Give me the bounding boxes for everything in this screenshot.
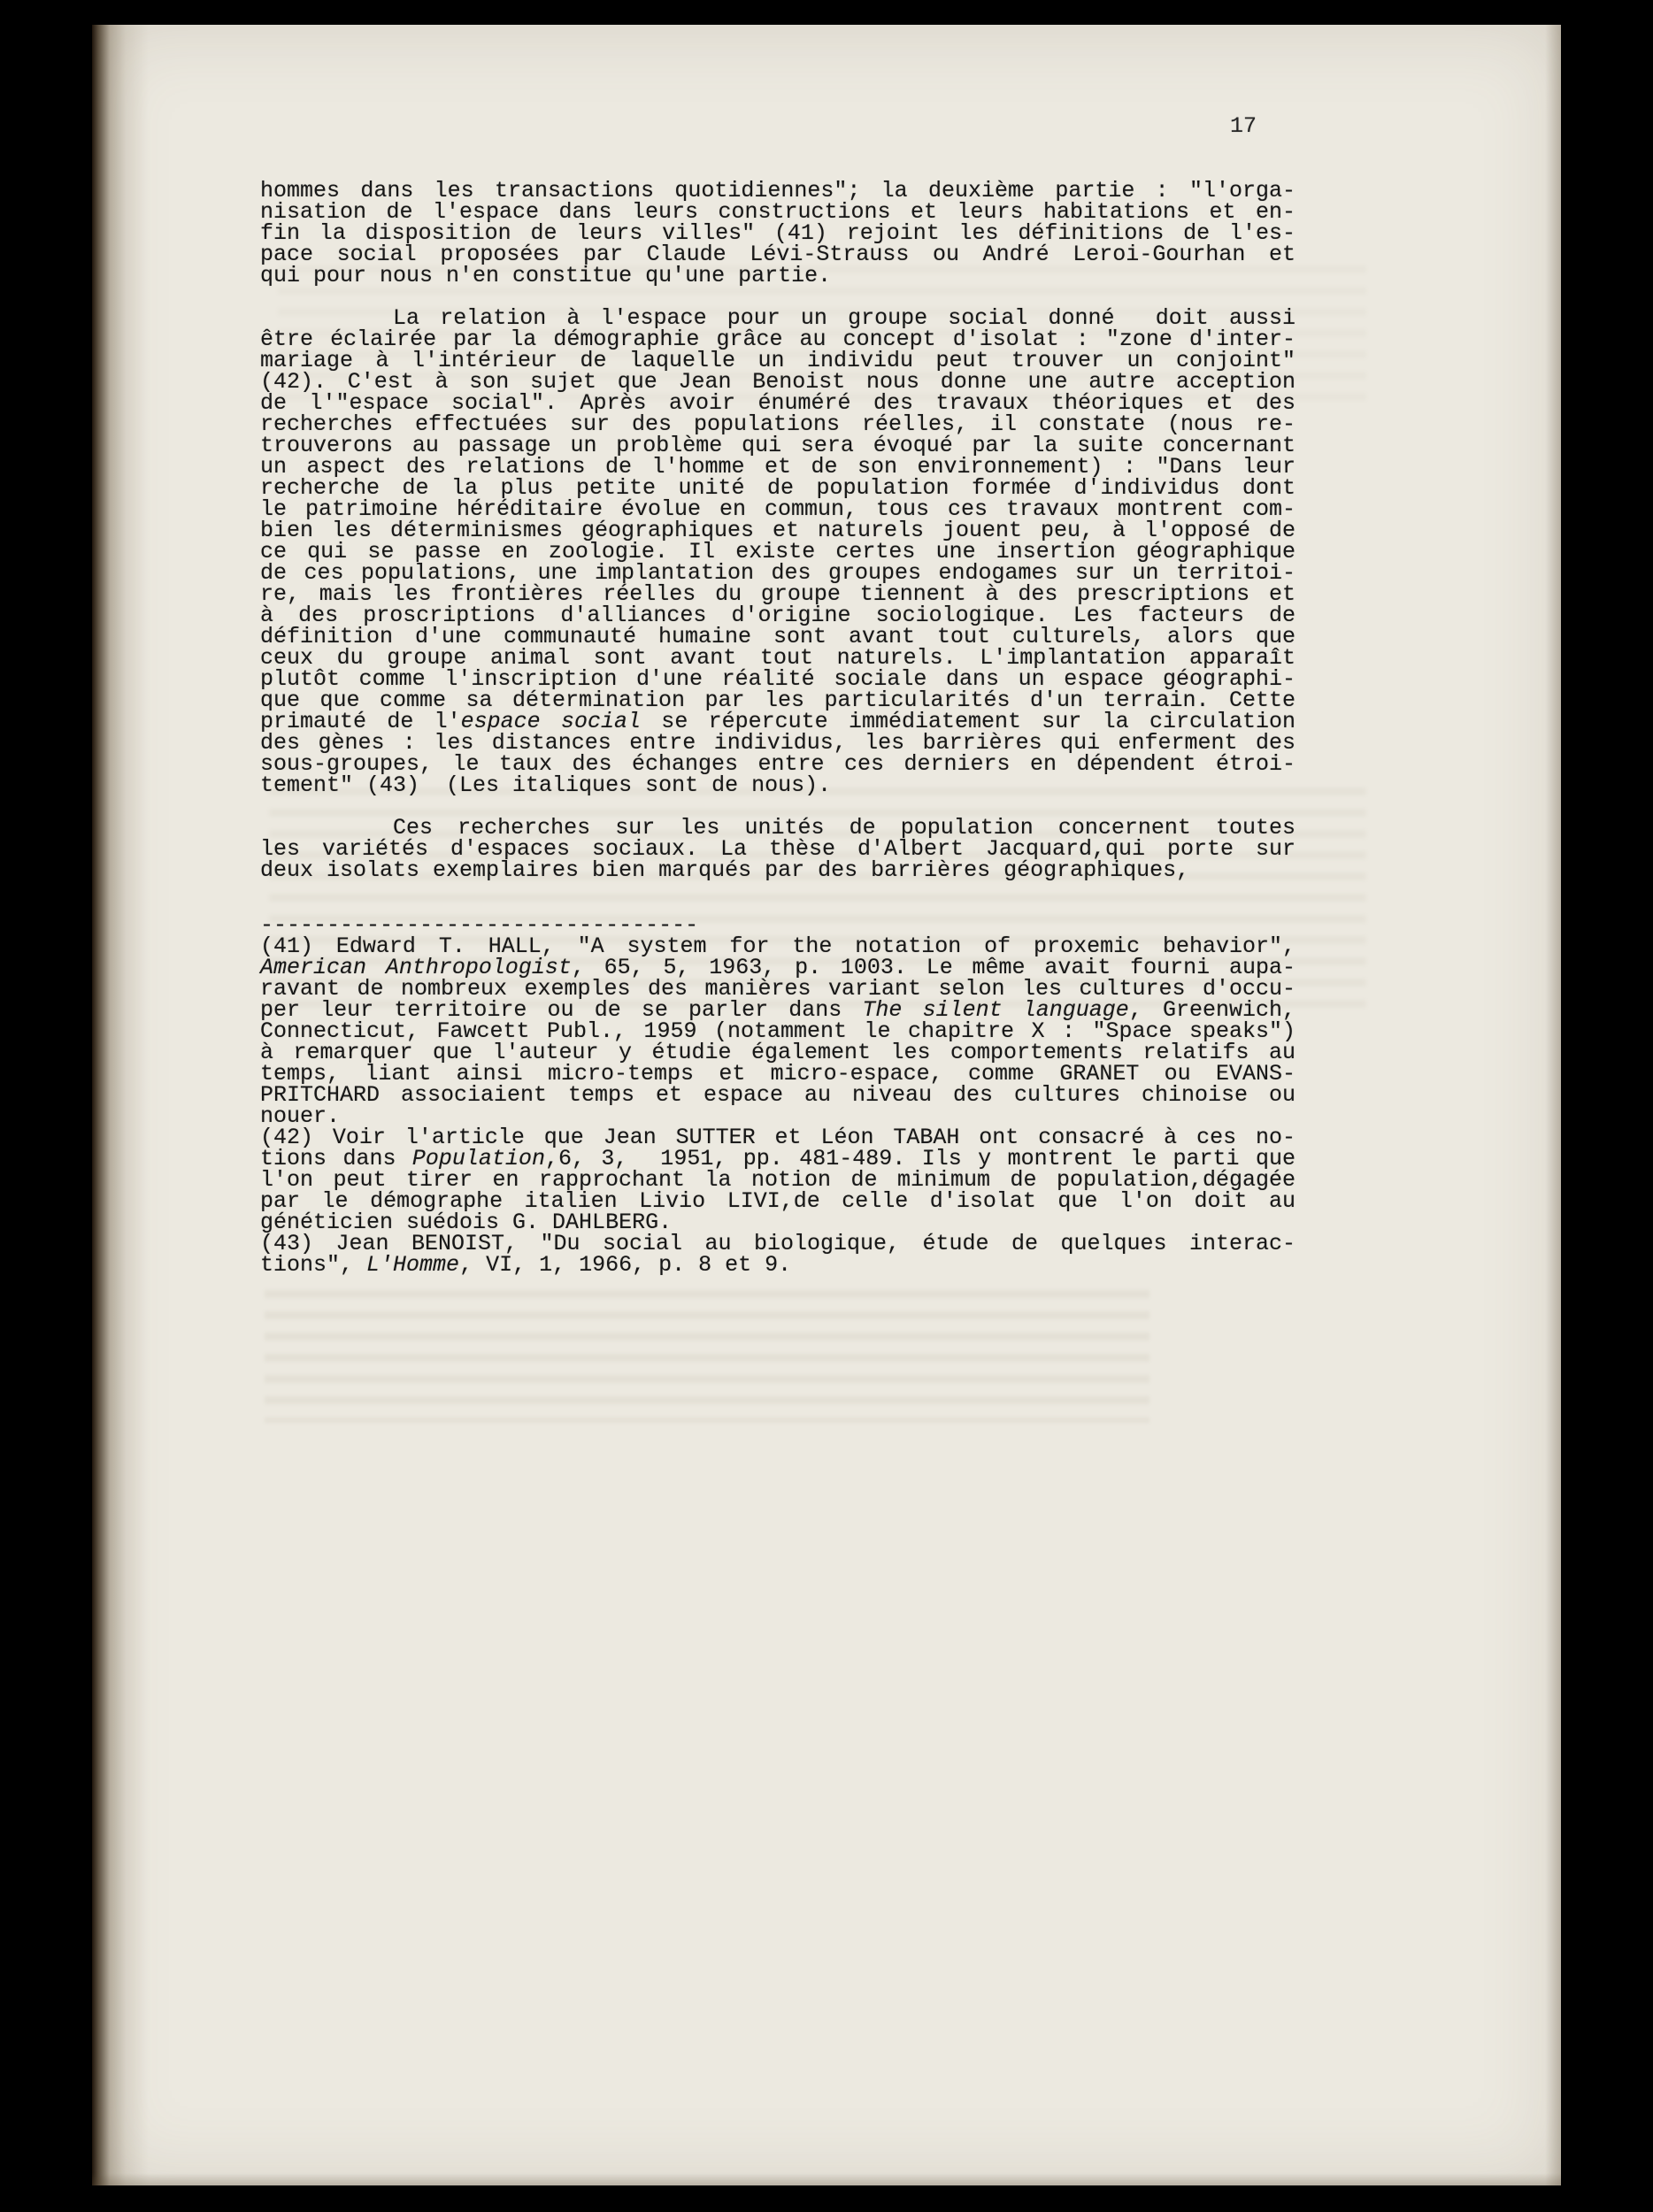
text-line: nouer.: [260, 1103, 341, 1129]
italic-text: L'Homme: [366, 1252, 460, 1278]
text-line: sous-groupes, le taux des échanges entre ces derniers en dépendent étroi-: [260, 751, 1295, 777]
text-line: tions", L'Homme, VI, 1, 1966, p. 8 et 9.: [260, 1252, 792, 1278]
text-line: le patrimoine héréditaire évolue en commun, tous ces travaux montrent com-: [260, 496, 1295, 522]
text-line: fin la disposition de leurs villes" (41) rejoint les définitions de l'es-: [260, 220, 1295, 246]
footnotes: [260, 933, 1296, 1278]
text-line: les variétés d'espaces sociaux. La thèse d'Albert Jacquard,qui porte sur: [260, 836, 1295, 862]
page-bottom-edge-shadow: [92, 2173, 1561, 2185]
text-line: à remarquer que l'auteur y étudie également les comportements relatifs au: [260, 1040, 1295, 1065]
italic-text: Population: [411, 1146, 545, 1171]
text-line: un aspect des relations de l'homme et de son environnement) : "Dans leur: [260, 454, 1295, 480]
text-line: définition d'une communauté humaine sont avant tout culturels, alors que: [260, 624, 1295, 649]
text-line: l'on peut tirer en rapprochant la notion de minimum de population,dégagée: [260, 1167, 1295, 1193]
footnote: [260, 1127, 1295, 1233]
text-line: des gènes : les distances entre individus, les barrières qui enferment des: [260, 730, 1295, 756]
italic-text: The silent language: [862, 997, 1129, 1023]
italic-text: American Anthropologist: [260, 955, 572, 980]
text-line: généticien suédois G. DAHLBERG.: [260, 1210, 673, 1235]
text-line: hommes dans les transactions quotidiennes"; la deuxième partie : "l'orga-: [260, 178, 1295, 204]
text-line: ravant de nombreux exemples des manières variant selon les cultures d'occu-: [260, 976, 1295, 1002]
paragraph: [260, 180, 1295, 287]
text-line: per leur territoire ou de se parler dans The silent language, Greenwich,: [260, 997, 1296, 1023]
text-line: à des proscriptions d'alliances d'origine sociologique. Les facteurs de: [260, 603, 1295, 628]
text-line: (41) Edward T. HALL, "A system for the notation of proxemic behavior",: [260, 933, 1295, 959]
text-line: tement" (43) (Les italiques sont de nous).: [260, 772, 832, 798]
text-line: ce qui se passe en zoologie. Il existe certes une insertion géographique: [260, 539, 1295, 565]
text-line: pace social proposées par Claude Lévi-Strauss ou André Leroi-Gourhan et: [260, 242, 1295, 267]
text-line: nisation de l'espace dans leurs constructions et leurs habitations et en-: [260, 199, 1295, 225]
document-page: [92, 25, 1561, 2185]
text-line: re, mais les frontières réelles du groupe tiennent à des prescriptions et: [260, 581, 1295, 607]
text-line: que que comme sa détermination par les particularités d'un terrain. Cette: [260, 687, 1295, 713]
text-line: La relation à l'espace pour un groupe social donné doit aussi: [393, 305, 1295, 331]
text-line: par le démographe italien Livio LIVI,de celle d'isolat que l'on doit au: [260, 1188, 1295, 1214]
text-line: ceux du groupe animal sont avant tout naturels. L'implantation apparaît: [260, 645, 1295, 671]
text-line: plutôt comme l'inscription d'une réalité sociale dans un espace géographi-: [260, 666, 1295, 692]
text-line: Connecticut, Fawcett Publ., 1959 (notamment le chapitre X : "Space speaks"): [260, 1018, 1295, 1044]
text-line: primauté de l'espace social se répercute immédiatement sur la circulation: [260, 709, 1295, 734]
text-line: (42). C'est à son sujet que Jean Benoist nous donne une autre acception: [260, 369, 1295, 395]
page-number: 17: [1230, 113, 1257, 139]
paragraphs: [260, 180, 1295, 881]
footnote: [260, 933, 1296, 1129]
bleed-through-text: [265, 1290, 1149, 1423]
text-line: de l'"espace social". Après avoir énuméré des travaux théoriques et des: [260, 390, 1295, 416]
text-line: de ces populations, une implantation des groupes endogames sur un territoi-: [260, 560, 1295, 586]
footnote: [260, 1233, 1295, 1276]
text-line: recherches effectuées sur des populations réelles, il constate (nous re-: [260, 411, 1295, 437]
text-line: Ces recherches sur les unités de population concernent toutes: [393, 815, 1295, 841]
text-line: recherche de la plus petite unité de population formée d'individus dont: [260, 475, 1295, 501]
text-line: qui pour nous n'en constitue qu'une partie.: [260, 263, 832, 288]
text-line: tions dans Population,6, 3, 1951, pp. 481-489. Ils y montrent le parti que: [260, 1146, 1295, 1171]
footnote-separator: ---------------------------------: [260, 912, 699, 938]
text-line: PRITCHARD associaient temps et espace au niveau des cultures chinoise ou: [260, 1082, 1295, 1108]
paragraph: [260, 815, 1295, 883]
text-line: trouverons au passage un problème qui sera évoqué par la suite concernant: [260, 433, 1295, 458]
text-line: American Anthropologist, 65, 5, 1963, p. 1003. Le même avait fourni aupa-: [260, 955, 1295, 980]
text-line: mariage à l'intérieur de laquelle un individu peut trouver un conjoint": [260, 348, 1295, 373]
text-line: (42) Voir l'article que Jean SUTTER et Léon TABAH ont consacré à ces no-: [260, 1125, 1295, 1150]
paragraph: [260, 305, 1295, 798]
italic-text: espace social: [460, 709, 641, 734]
text-line: temps, liant ainsi micro-temps et micro-espace, comme GRANET ou EVANS-: [260, 1061, 1295, 1087]
text-line: bien les déterminismes géographiques et naturels jouent peu, à l'opposé de: [260, 518, 1295, 543]
text-line: être éclairée par la démographie grâce au concept d'isolat : "zone d'inter-: [260, 326, 1295, 352]
text-line: (43) Jean BENOIST, "Du social au biologique, étude de quelques interac-: [260, 1231, 1295, 1256]
body-text: [260, 180, 1295, 1276]
page-right-edge-shadow: [1545, 25, 1561, 2185]
text-line: deux isolats exemplaires bien marqués par des barrières géographiques,: [260, 857, 1190, 883]
page-spine-shadow: [92, 25, 149, 2185]
